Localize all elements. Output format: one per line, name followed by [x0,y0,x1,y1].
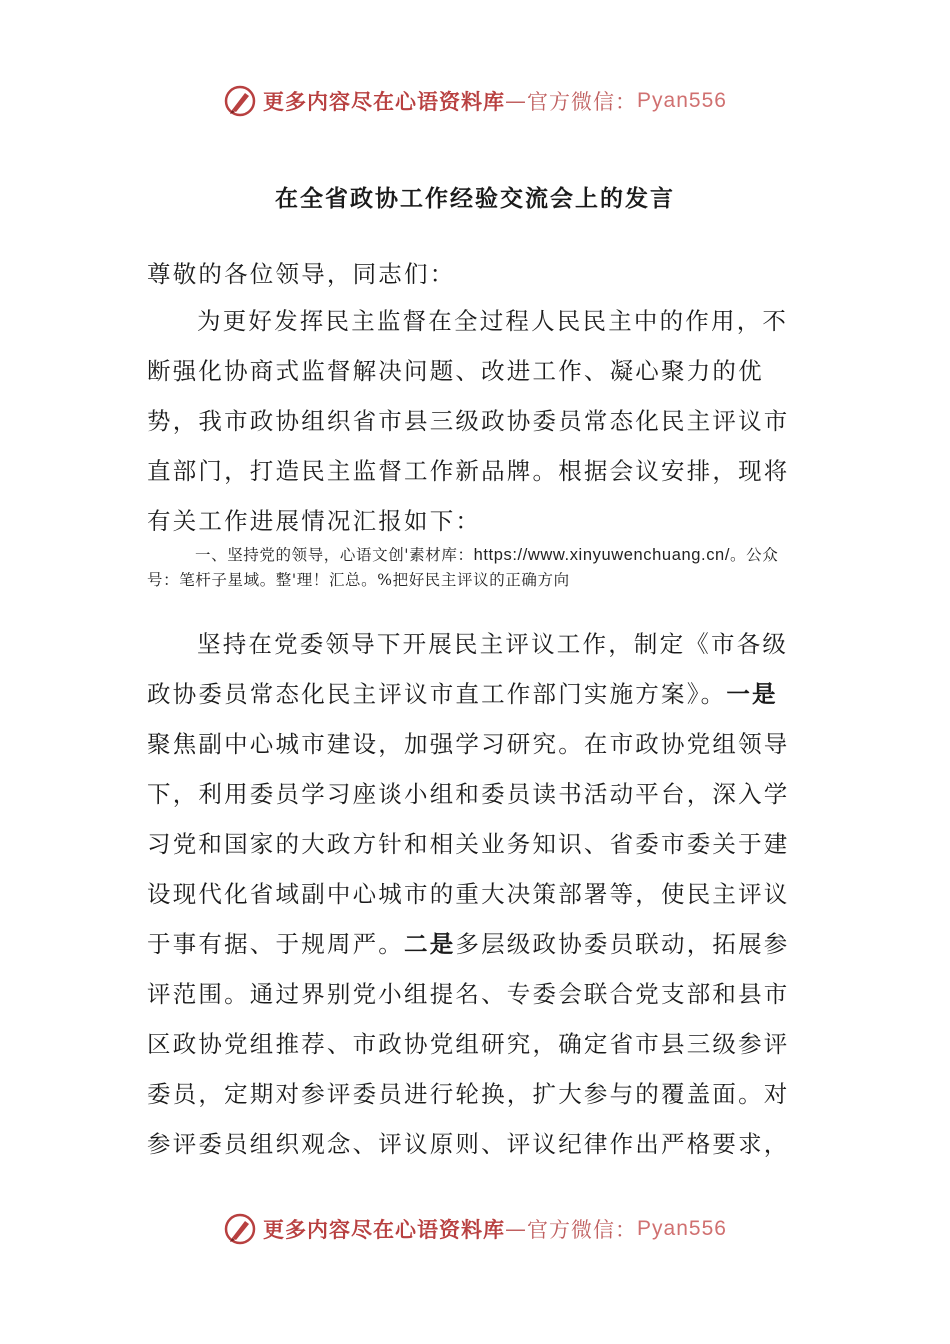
document-title: 在全省政协工作经验交流会上的发言 [275,185,675,212]
point-two-text: 多层级政协委员联动，拓展参评范围。通过界别党小组提名、专委会联合党支部和县市区政协党组推荐、市政协党组研究，确定省市县三级参评委员，定期对参评委员进行轮换，扩大参与的覆盖面。对参评委员组织观念、评议原则、评议纪律作出严格要求， [147,930,790,1158]
paragraph-1 [147,296,797,546]
point-one-label: 一是 [726,680,778,708]
pen-nib-logo-icon [223,1212,257,1246]
pen-nib-logo-icon [223,84,257,118]
paragraph-2 [147,619,797,1169]
point-one-text: 聚焦副中心城市建设，加强学习研究。在市政协党组领导下，利用委员学习座谈小组和委员读书活动平台，深入学习党和国家的大政方针和相关业务知识、省委市委关于建设现代化省域副中心城市的重大决策部署等，使民主评议于事有据、于规周严。 [147,730,790,958]
point-two-label: 二是 [404,930,456,958]
section-note-url[interactable]: https://www.xinyuwenchuang.cn/ [473,546,731,564]
watermark-wechat-id: Pyan556 [637,1217,727,1240]
paragraph-1-text: 为更好发挥民主监督在全过程人民民主中的作用，不断强化协商式监督解决问题、改进工作、凝心聚力的优势，我市政协组织省市县三级政协委员常态化民主评议市直部门，打造民主监督工作新品牌。根据会议安排，现将有关工作进展情况汇报如下： [147,307,790,535]
watermark-dash: — [505,89,528,113]
greeting: 尊敬的各位领导，同志们： [147,260,456,288]
footer-watermark [0,1212,950,1246]
watermark-label: 官方微信： [527,90,638,114]
header-watermark [0,84,950,118]
paragraph-2-intro: 坚持在党委领导下开展民主评议工作，制定《市各级政协委员常态化民主评议市直工作部门实施方案》。 [147,630,789,708]
watermark-dash: — [505,1217,528,1241]
section-heading-note [147,543,797,593]
section-note-suffix: 。公众号：笔杆子星域。整'理！汇总。%把好民主评议的正确方向 [147,546,779,589]
section-note-prefix: 一、坚持党的领导，心语文创'素材库： [195,546,474,564]
watermark-brand: 更多内容尽在心语资料库 [263,1218,506,1242]
watermark-label: 官方微信： [527,1218,638,1242]
watermark-wechat-id: Pyan556 [637,89,727,112]
watermark-brand: 更多内容尽在心语资料库 [263,90,506,114]
